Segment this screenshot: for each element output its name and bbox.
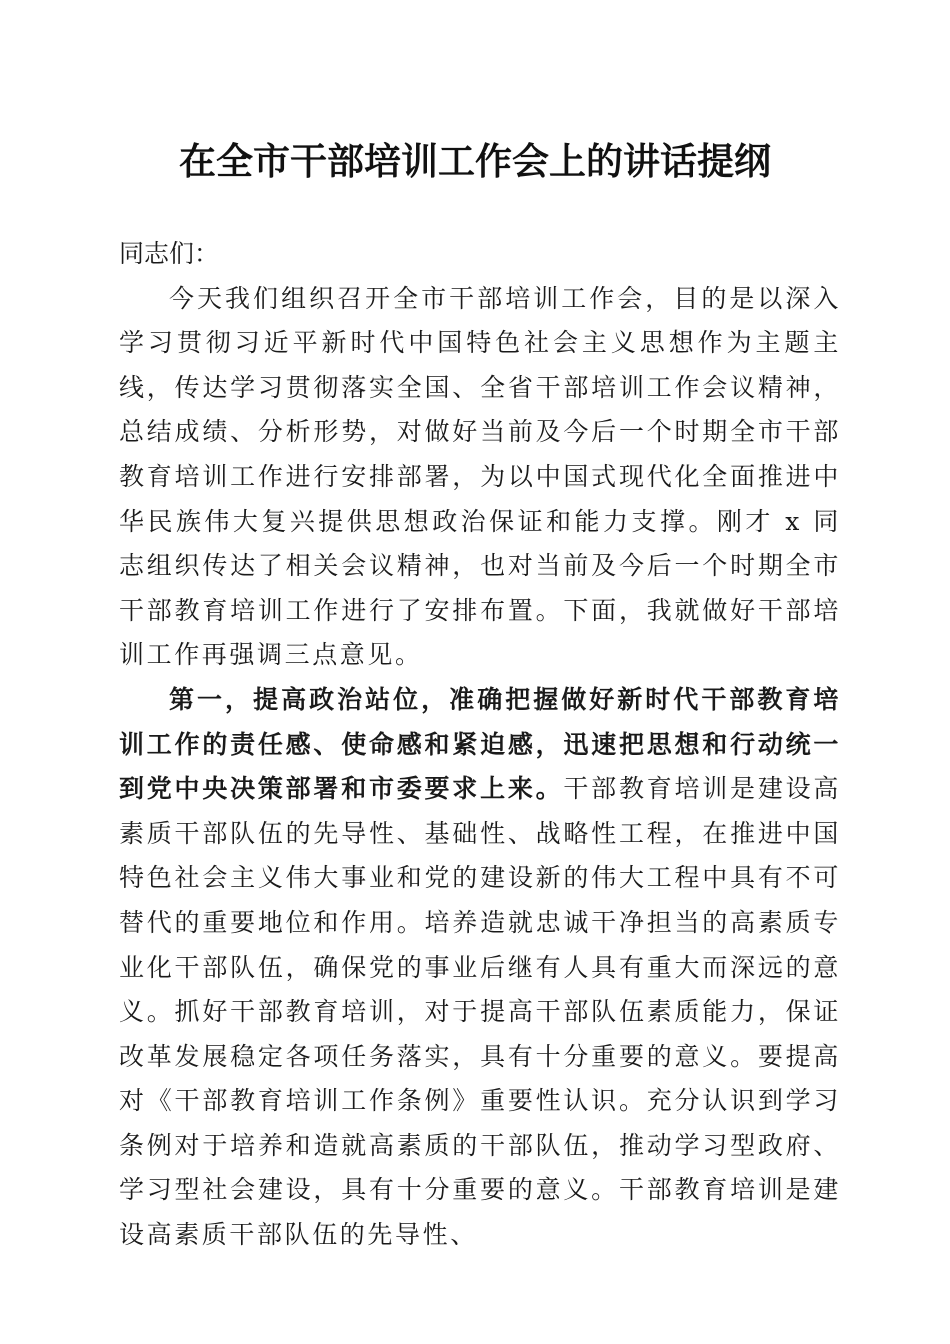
paragraph-intro: 今天我们组织召开全市干部培训工作会，目的是以深入学习贯彻习近平新时代中国特色社会主义思想作为主题主线，传达学习贯彻落实全国、全省干部培训工作会议精神，总结成绩、分析形势，对做好当前及今后一个时期全市干部教育培训工作进行安排部署，为以中国式现代化全面推进中华民族伟大复兴提供思想政治保证和能力支撑。刚才 x 同志组织传达了相关会议精神，也对当前及今后一个时期全市干部教育培训工作进行了安排布置。下面，我就做好干部培训工作再强调三点意见。 xyxy=(119,283,841,670)
paragraph-point-one-heading: 第一，提高政治站位，准确把握做好新时代干部教育培训工作的责任感、使命感和紧迫感，迅速把思想和行动统一到党中央决策部署和市委要求上来。 xyxy=(119,684,841,804)
salutation: 同志们： xyxy=(119,239,220,268)
paragraph-point-one xyxy=(119,678,841,1258)
paragraph-point-one-body: 干部教育培训是建设高素质干部队伍的先导性、基础性、战略性工程，在推进中国特色社会主义伟大事业和党的建设新的伟大工程中具有不可替代的重要地位和作用。培养造就忠诚干净担当的高素质专业化干部队伍，确保党的事业后继有人具有重大而深远的意义。抓好干部教育培训，对于提高干部队伍素质能力，保证改革发展稳定各项任务落实，具有十分重要的意义。要提高对《干部教育培训工作条例》重要性认识。充分认识到学习条例对于培养和造就高素质的干部队伍，推动学习型政府、学习型社会建设，具有十分重要的意义。干部教育培训是建设高素质干部队伍的先导性、 xyxy=(119,774,841,1250)
document-body xyxy=(119,232,841,1258)
document-title: 在全市干部培训工作会上的讲话提纲 xyxy=(179,139,771,183)
